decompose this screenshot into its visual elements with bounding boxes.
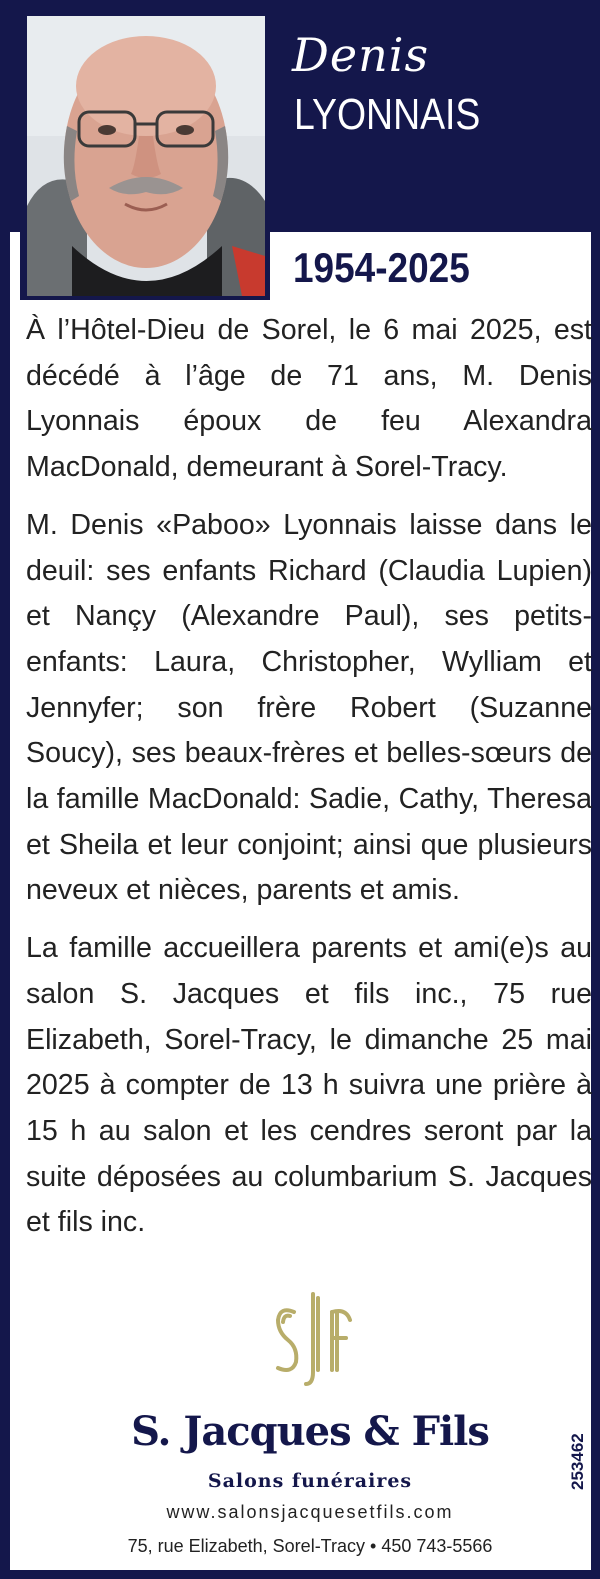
paragraph-survivors: M. Denis «Paboo» Lyonnais laisse dans le deuil: ses enfants Richard (Claudia Lupien) et Nançy (Alexandre Paul), ses petits-enfants: Laura, Christopher, Wylliam et Jennyfer; son frère Robert (Suzanne Soucy), ses beaux-frères et belles-sœurs de la famille MacDonald: Sadie, Cathy, Theresa et Sheila et leur conjoint; ainsi que plusieurs neveux et nièces, parents et amis. <box>26 508 592 907</box>
sjf-monogram-icon <box>268 1290 358 1390</box>
brand-subtitle: Salons funéraires <box>207 1470 413 1492</box>
last-name: LYONNAIS <box>294 90 481 139</box>
brand-name: S. Jacques & Fils <box>131 1408 489 1455</box>
portrait-photo <box>27 16 265 296</box>
brand-website[interactable]: www.salonsjacquesetfils.com <box>166 1502 454 1522</box>
obituary-text <box>26 308 592 1258</box>
photo-frame <box>20 12 270 300</box>
paragraph-service-details: La famille accueillera parents et ami(e)s au salon S. Jacques et fils inc., 75 rue Elizabeth, Sorel-Tracy, le dimanche 25 mai 2025 à compter de 13 h suivra une prière à 15 h au salon et les cendres seront par la suite déposées au columbarium S. Jacques et fils inc. <box>26 932 592 1239</box>
ad-code: 253462 <box>568 1433 587 1490</box>
brand-address: 75, rue Elizabeth, Sorel-Tracy • 450 743-5566 <box>127 1536 493 1556</box>
life-years: 1954-2025 <box>293 244 470 291</box>
paragraph-death-notice: À l’Hôtel-Dieu de Sorel, le 6 mai 2025, est décédé à l’âge de 71 ans, M. Denis Lyonnais époux de feu Alexandra MacDonald, demeurant à Sorel-Tracy. <box>26 314 592 484</box>
first-name: Denis <box>292 28 430 82</box>
portrait-photo-icon <box>27 16 265 296</box>
